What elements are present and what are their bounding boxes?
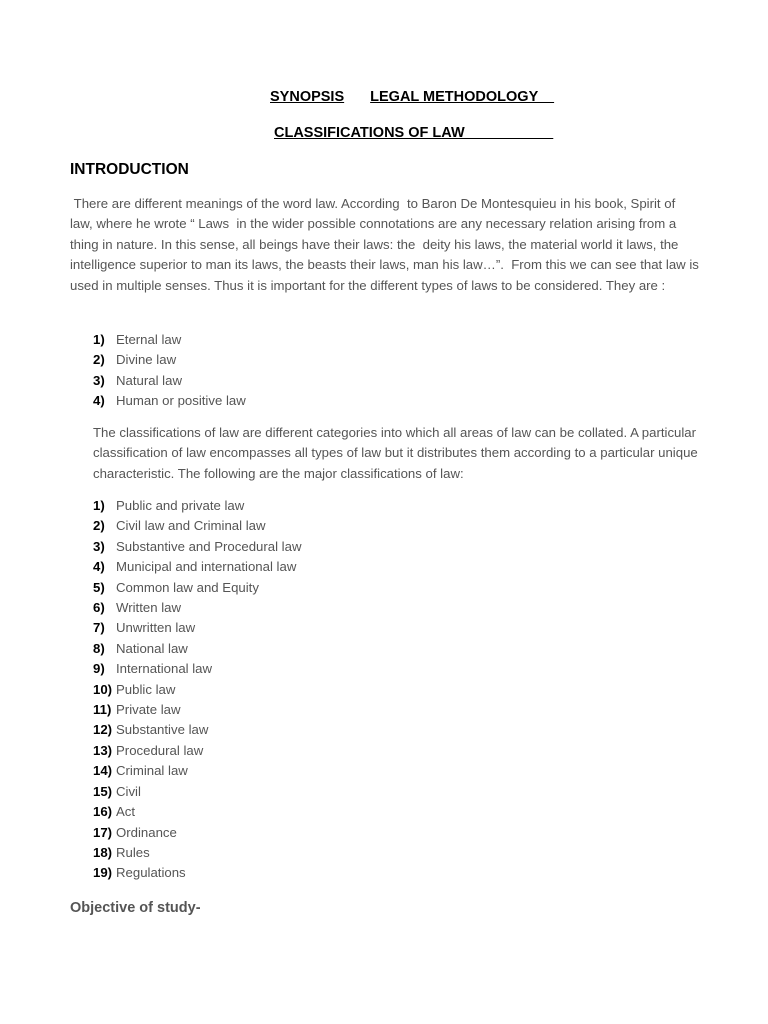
- list-item: [93, 350, 246, 370]
- list-number: 10): [93, 681, 113, 697]
- list-text: Rules: [116, 844, 150, 860]
- list-item: [93, 330, 246, 350]
- list-text: Substantive law: [116, 722, 209, 738]
- list-item: [93, 843, 301, 863]
- list-number: 1): [93, 498, 105, 513]
- list-number: 3): [93, 538, 105, 554]
- list-number: 8): [93, 640, 105, 656]
- list-item: [93, 639, 301, 659]
- list-number: 4): [93, 559, 105, 575]
- document-subtitle: CLASSIFICATIONS OF LAW: [274, 125, 554, 141]
- list-text: Substantive and Procedural law: [116, 538, 302, 554]
- list-item: [93, 371, 246, 391]
- list-text: Common law and Equity: [116, 579, 259, 595]
- list-item: [93, 863, 301, 883]
- list-number: 11): [93, 702, 112, 718]
- list-item: [93, 618, 301, 638]
- synopsis-label: SYNOPSIS: [270, 89, 345, 105]
- list-item: [93, 741, 301, 761]
- list-text: Written law: [116, 600, 181, 616]
- list-item: [93, 516, 301, 536]
- list-item: [93, 700, 301, 720]
- list-item: [93, 598, 301, 618]
- list-item: [93, 823, 301, 843]
- list-item: [93, 680, 301, 700]
- list-text: Eternal law: [116, 332, 182, 347]
- list-item: [93, 802, 301, 822]
- document-title: [270, 89, 554, 105]
- list-item: [93, 720, 301, 740]
- list-text: Divine law: [116, 352, 177, 368]
- list-item: [93, 537, 301, 557]
- list-text: International law: [116, 661, 213, 677]
- list-text: Regulations: [116, 865, 186, 881]
- introduction-heading: INTRODUCTION: [70, 161, 189, 178]
- types-of-law-list: [93, 330, 246, 412]
- list-item: [93, 496, 301, 516]
- list-text: Unwritten law: [116, 620, 196, 636]
- list-number: 15): [93, 783, 113, 799]
- list-number: 4): [93, 393, 105, 409]
- list-item: [93, 782, 301, 802]
- list-item: [93, 659, 301, 679]
- list-number: 12): [93, 722, 113, 738]
- legal-methodology-label: LEGAL METHODOLOGY: [370, 89, 555, 105]
- list-number: 2): [93, 518, 105, 534]
- list-number: 7): [93, 620, 105, 636]
- list-number: 2): [93, 352, 105, 368]
- classifications-list: [93, 496, 301, 884]
- list-text: Civil law and Criminal law: [116, 518, 266, 534]
- list-item: [93, 557, 301, 577]
- list-text: Municipal and international law: [116, 559, 297, 575]
- list-number: 19): [93, 865, 113, 881]
- list-item: [93, 391, 246, 411]
- list-item: [93, 761, 301, 781]
- list-text: Public and private law: [116, 498, 245, 513]
- list-number: 3): [93, 372, 105, 388]
- list-number: 5): [93, 579, 105, 595]
- list-text: Public law: [116, 681, 176, 697]
- list-text: Procedural law: [116, 742, 204, 758]
- objective-heading: Objective of study-: [70, 900, 201, 916]
- list-text: Act: [116, 804, 136, 820]
- list-number: 16): [93, 804, 113, 820]
- list-text: Criminal law: [116, 763, 188, 779]
- list-item: [93, 578, 301, 598]
- list-text: National law: [116, 640, 188, 656]
- list-text: Natural law: [116, 372, 182, 388]
- list-number: 13): [93, 742, 113, 758]
- classification-paragraph: The classifications of law are different categories into which all areas of law can be collated. A particular classification of law encompasses all types of law but it distributes them according to a particular unique characteristic. The following are the major classifications of law:: [93, 425, 698, 481]
- list-text: Civil: [116, 783, 141, 799]
- list-text: Ordinance: [116, 824, 177, 840]
- list-number: 6): [93, 600, 105, 616]
- introduction-paragraph: There are different meanings of the word law. According to Baron De Montesquieu in his book, Spirit of law, where he wrote “ Laws in the wider possible connotations are any necessary relation arising from a thing in nature. In this sense, all beings have their laws: the deity his laws, the material world it laws, the intelligence superior to man its laws, the beasts their laws, man his law…”. From this we can see that law is used in multiple senses. Thus it is important for the different types of laws to be considered. They are :: [70, 196, 703, 293]
- list-number: 14): [93, 763, 113, 779]
- list-text: Private law: [116, 702, 181, 718]
- list-number: 18): [93, 844, 113, 860]
- list-number: 9): [93, 661, 105, 677]
- list-text: Human or positive law: [116, 393, 246, 409]
- list-number: 1): [93, 332, 105, 347]
- list-number: 17): [93, 824, 113, 840]
